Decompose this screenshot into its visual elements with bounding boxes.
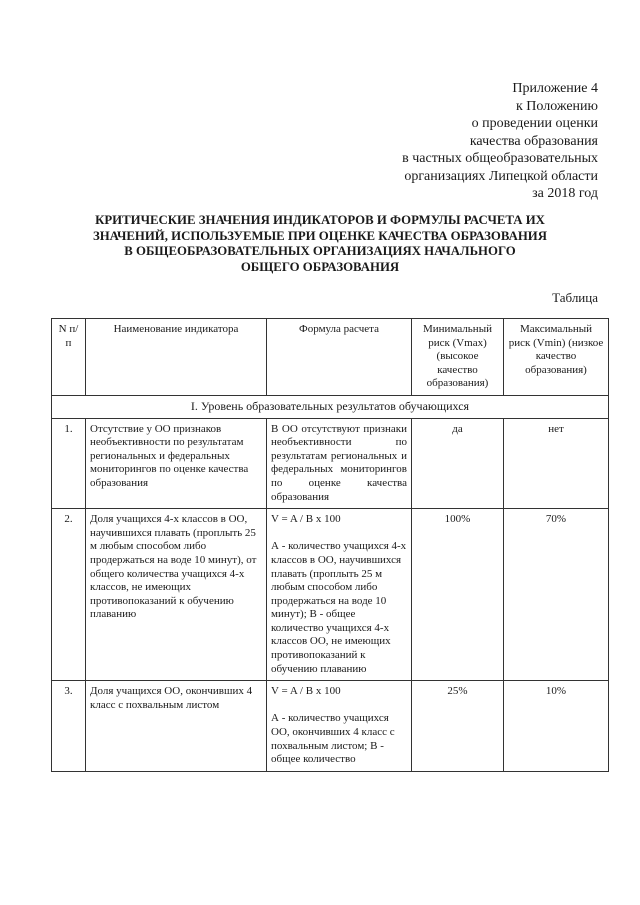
formula-head: V = A / B x 100 (271, 513, 341, 526)
section-row (52, 395, 609, 418)
title-line: ОБЩЕГО ОБРАЗОВАНИЯ (240, 259, 400, 274)
header-num: N п/п (52, 319, 86, 396)
row-min: 25% (412, 681, 504, 772)
row-min: 100% (412, 509, 504, 681)
row-num: 1. (52, 418, 86, 509)
row-name: Отсутствие у ОО признаков необъективности по результатам региональных и федеральных мониторингов по оценке качества образования (86, 418, 267, 509)
header-max-risk: Максимальный риск (Vmin) (низкое качество образования) (504, 319, 609, 396)
formula-head: В ОО отсутствуют признаки необъективности по результатам региональных и федеральных мониторингов по оценке качества образования (271, 422, 407, 503)
header-name: Наименование индикатора (86, 319, 267, 396)
row-min: да (412, 418, 504, 509)
annex-line: качества образования (469, 133, 598, 149)
table-label: Таблица (552, 290, 598, 305)
header-formula: Формула расчета (267, 319, 412, 396)
table-row (52, 418, 609, 509)
row-formula (267, 418, 412, 509)
table-row (52, 509, 609, 681)
title-line: В ОБЩЕОБРАЗОВАТЕЛЬНЫХ ОРГАНИЗАЦИЯХ НАЧАЛЬНОГО (124, 244, 516, 258)
section-title: I. Уровень образовательных результатов обучающихся (52, 395, 609, 418)
title-line: КРИТИЧЕСКИЕ ЗНАЧЕНИЯ ИНДИКАТОРОВ И ФОРМУЛЫ РАСЧЕТА ИХ (95, 213, 545, 227)
row-num: 3. (52, 681, 86, 772)
document-title (60, 213, 580, 275)
row-formula (267, 509, 412, 681)
table-row (52, 681, 609, 772)
row-max: 10% (504, 681, 609, 772)
indicators-table (51, 318, 609, 772)
row-max: нет (504, 418, 609, 509)
annex-line: за 2018 год (532, 186, 598, 201)
row-name: Доля учащихся 4-х классов в ОО, научившихся плавать (проплыть 25 м любым способом либо продержаться на воде 10 минут), от общего количества учащихся 4-х классов, не имеющих противопоказаний к обучению плаванию (86, 509, 267, 681)
row-max: 70% (504, 509, 609, 681)
annex-line: Приложение 4 (512, 81, 598, 96)
annex-line: организациях Липецкой области (404, 168, 598, 184)
row-name: Доля учащихся ОО, окончивших 4 класс с похвальным листом (86, 681, 267, 772)
annex-header (298, 80, 598, 203)
annex-line: о проведении оценки (471, 116, 598, 131)
title-line: ЗНАЧЕНИЙ, ИСПОЛЬЗУЕМЫЕ ПРИ ОЦЕНКЕ КАЧЕСТВА ОБРАЗОВАНИЯ (92, 228, 548, 243)
formula-head: V = A / B x 100 (271, 685, 341, 698)
formula-body: А - количество учащихся ОО, окончивших 4 класс с похвальным листом; В - общее количество (271, 712, 395, 766)
row-num: 2. (52, 509, 86, 681)
header-min-risk: Минимальный риск (Vmax) (высокое качество образования) (412, 319, 504, 396)
annex-line: к Положению (515, 98, 598, 114)
table-header-row (52, 319, 609, 396)
row-formula (267, 681, 412, 772)
annex-line: в частных общеобразовательных (402, 151, 598, 166)
formula-body: А - количество учащихся 4-х классов в ОО, научившихся плавать (проплыть 25 м любым способом либо продержаться на воде 10 минут); В - общее количество учащихся 4-х классов ОО, не имеющих противопоказаний к обучению плаванию (271, 540, 407, 675)
